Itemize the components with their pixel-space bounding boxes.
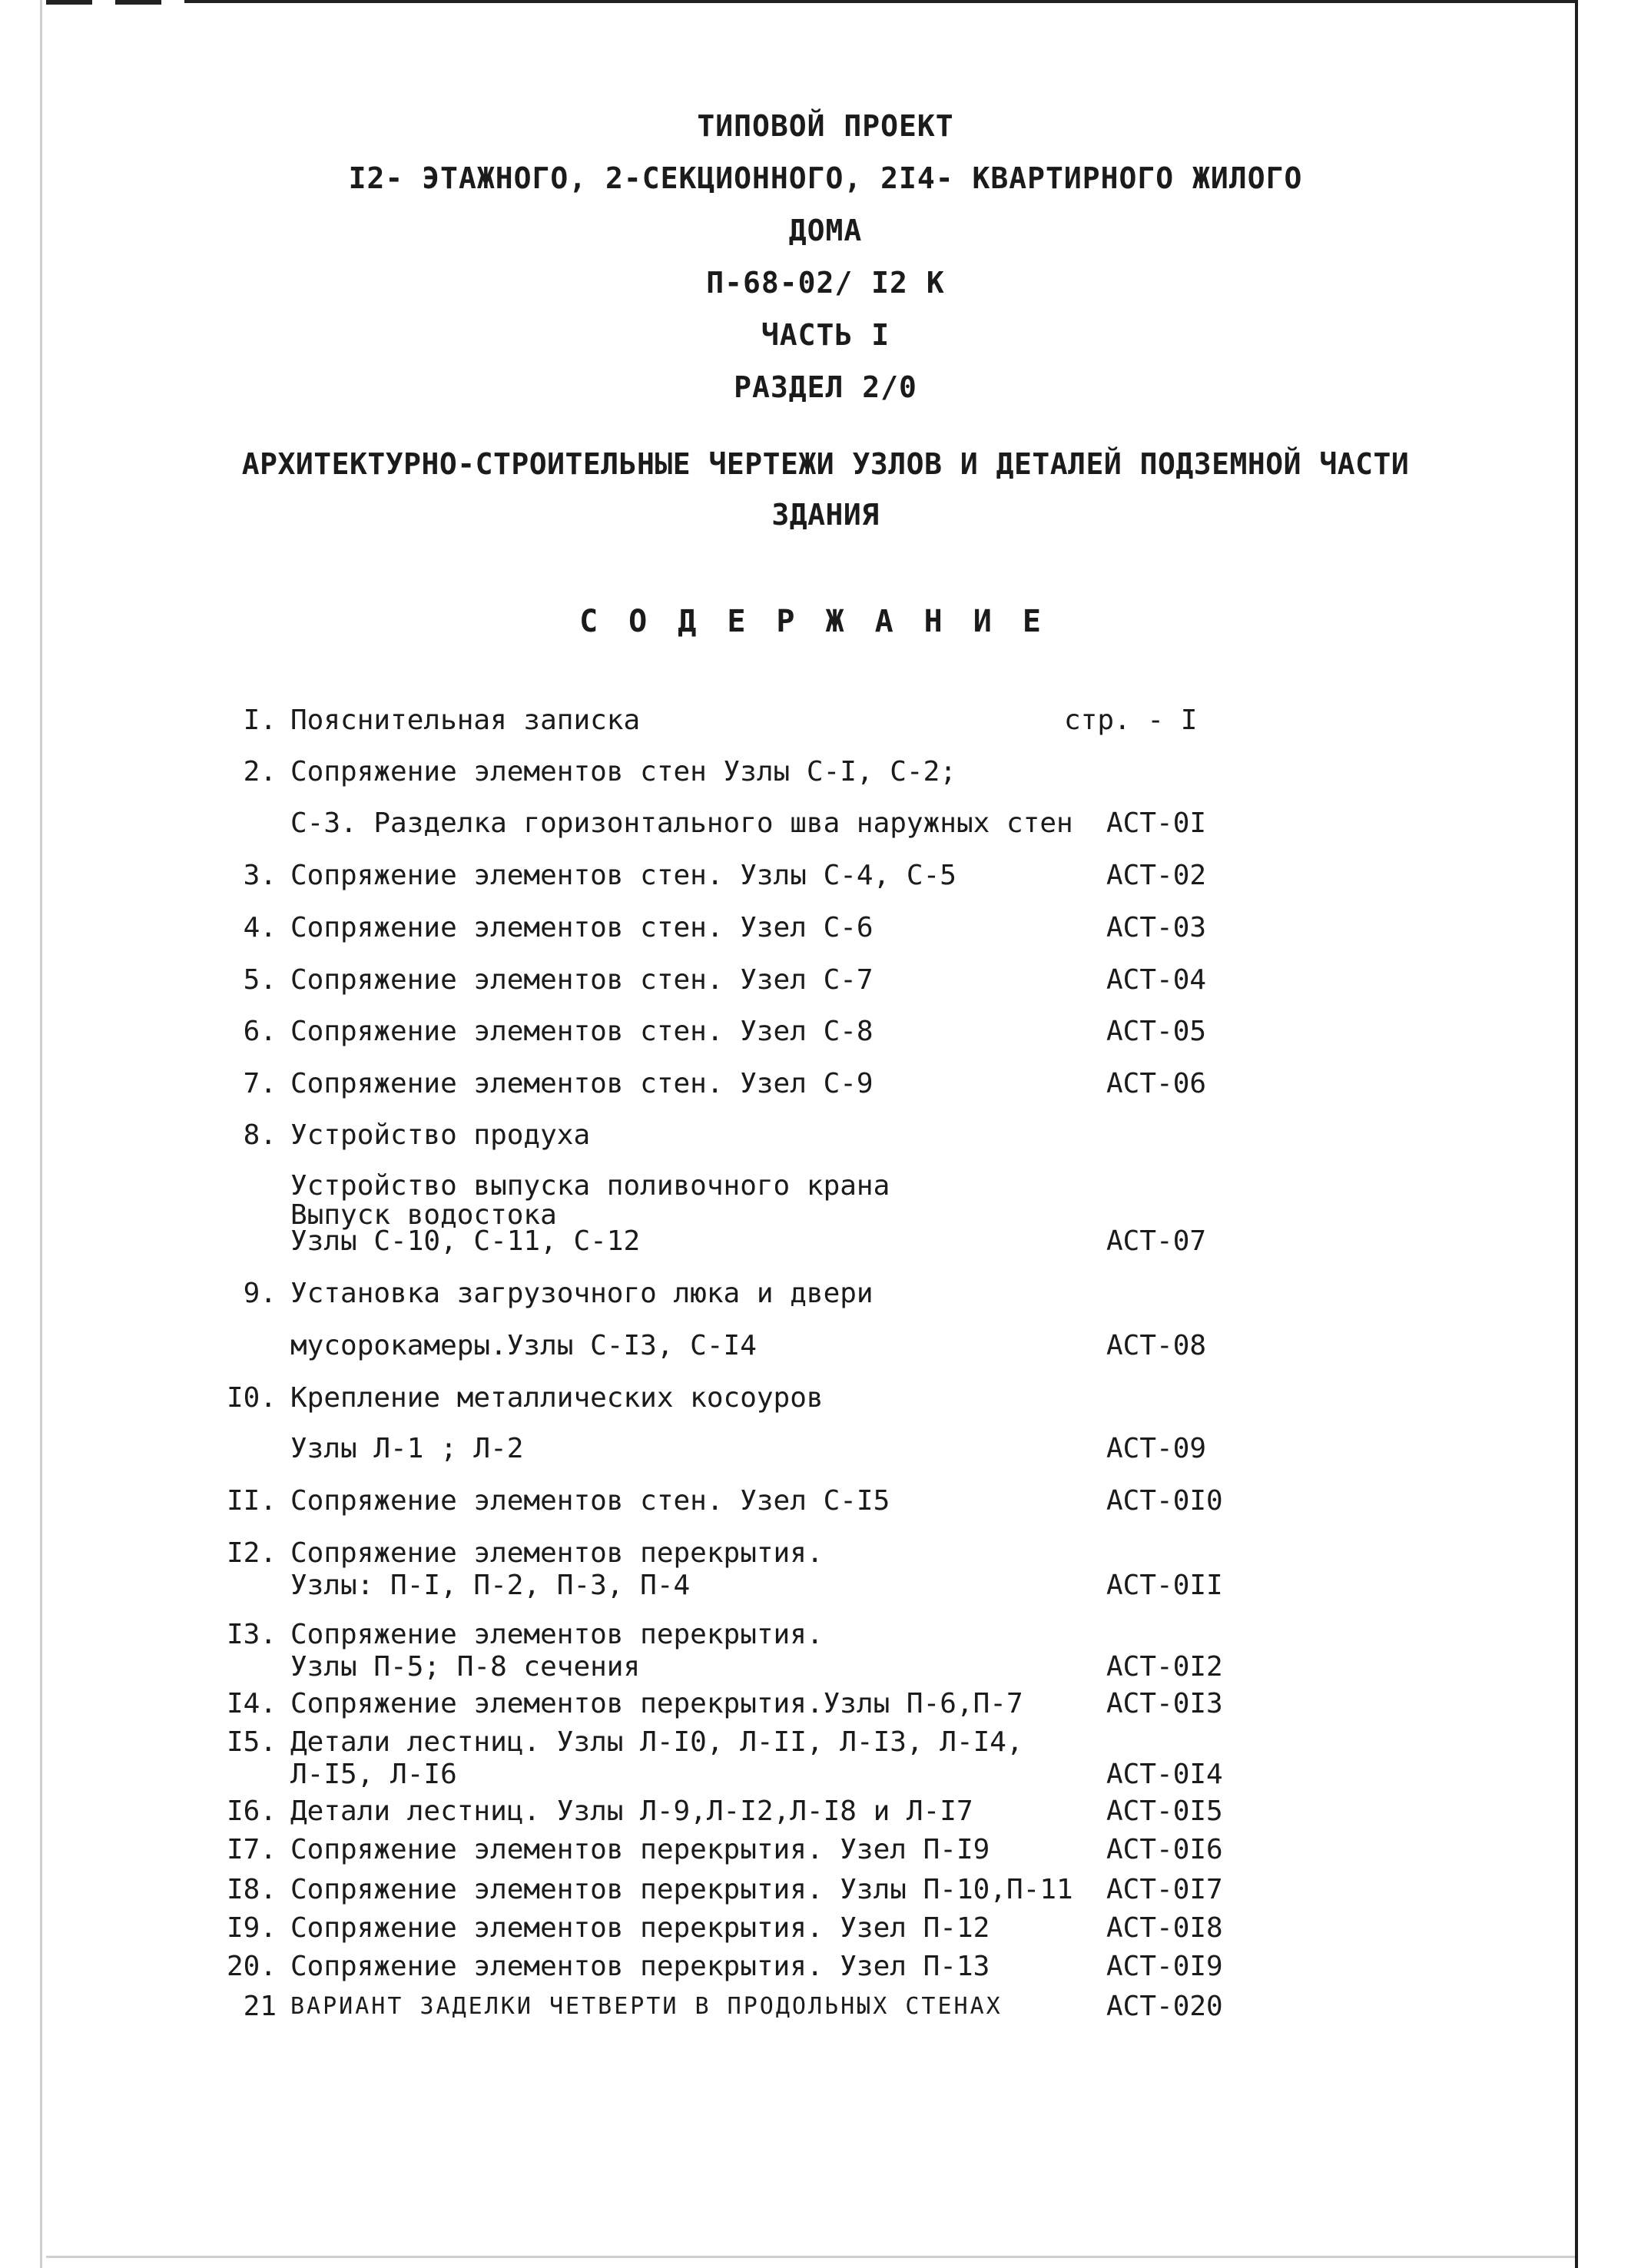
toc-item-title: Устройство выпуска поливочного крана: [290, 1170, 890, 1202]
toc-item-sheet-code: стр. - I: [1064, 705, 1198, 736]
toc-item-sheet-code: АСТ-0I6: [1106, 1834, 1223, 1865]
toc-item-sheet-code: АСТ-0II: [1106, 1570, 1223, 1601]
toc-item-number: I3.: [226, 1619, 277, 1650]
toc-item-sheet-code: АСТ-06: [1106, 1068, 1207, 1099]
toc-item-sheet-code: АСТ-0I: [1106, 807, 1207, 839]
toc-item-title: Устройство продуха: [290, 1119, 591, 1151]
toc-item-title: Сопряжение элементов перекрытия.: [290, 1537, 824, 1569]
top-border-dash: [115, 0, 161, 5]
toc-item-title: Узлы Л-1 ; Л-2: [290, 1433, 524, 1464]
toc-item-number: I0.: [226, 1382, 277, 1414]
toc-item-sheet-code: АСТ-0I2: [1106, 1651, 1223, 1683]
building-description: I2- ЭТАЖНОГО, 2-СЕКЦИОННОГО, 2I4- КВАРТИРНОГО ЖИЛОГО: [348, 161, 1303, 195]
toc-item-title: Узлы С-10, С-11, С-12: [290, 1225, 641, 1257]
toc-item-title: Сопряжение элементов стен. Узел С-I5: [290, 1485, 890, 1517]
toc-item-title: Узлы П-5; П-8 сечения: [290, 1651, 641, 1683]
toc-item-title: Сопряжение элементов стен. Узел С-9: [290, 1068, 874, 1099]
top-border-dash: [46, 0, 92, 5]
project-type-line: ТИПОВОЙ ПРОЕКТ: [697, 109, 954, 143]
toc-item-number: 2.: [243, 756, 277, 788]
toc-item-number: 4.: [243, 912, 277, 943]
toc-item-number: 20.: [226, 1951, 277, 1982]
toc-item-title: Сопряжение элементов перекрытия. Узел П-I9: [290, 1834, 990, 1865]
toc-item-title: Сопряжение элементов стен. Узел С-6: [290, 912, 874, 943]
toc-item-sheet-code: АСТ-0I8: [1106, 1912, 1223, 1944]
toc-item-number: II.: [226, 1485, 277, 1517]
toc-item-number: 3.: [243, 860, 277, 891]
toc-item-sheet-code: АСТ-0I4: [1106, 1759, 1223, 1790]
toc-item-number: 5.: [243, 964, 277, 996]
toc-item-title: Сопряжение элементов стен. Узел С-8: [290, 1016, 874, 1047]
toc-item-title: Сопряжение элементов перекрытия.: [290, 1619, 824, 1650]
toc-item-sheet-code: АСТ-0I7: [1106, 1874, 1223, 1905]
toc-item-title: Выпуск водостока: [290, 1199, 557, 1231]
toc-item-title: Л-I5, Л-I6: [290, 1759, 457, 1790]
toc-item-sheet-code: АСТ-0I5: [1106, 1796, 1223, 1827]
section-number: РАЗДЕЛ 2/0: [734, 370, 917, 404]
toc-item-title: Сопряжение элементов стен. Узел С-7: [290, 964, 874, 996]
toc-item-sheet-code: АСТ-0I3: [1106, 1688, 1223, 1719]
toc-item-title: Установка загрузочного люка и двери: [290, 1278, 874, 1309]
toc-item-number: I6.: [226, 1796, 277, 1827]
toc-item-number: I8.: [226, 1874, 277, 1905]
toc-item-number: 8.: [243, 1119, 277, 1151]
toc-item-title: Сопряжение элементов стен. Узлы С-4, С-5: [290, 860, 956, 891]
toc-item-title: Детали лестниц. Узлы Л-9,Л-I2,Л-I8 и Л-I7: [290, 1796, 973, 1827]
toc-item-sheet-code: АСТ-020: [1106, 1991, 1223, 2022]
contents-heading: СОДЕРЖАНИЕ: [579, 604, 1072, 639]
toc-item-title: ВАРИАНТ ЗАДЕЛКИ ЧЕТВЕРТИ В ПРОДОЛЬНЫХ СТЕНАХ: [290, 1993, 1003, 2020]
toc-item-title: Узлы: П-I, П-2, П-3, П-4: [290, 1570, 691, 1601]
toc-item-sheet-code: АСТ-05: [1106, 1016, 1207, 1047]
toc-item-title: Детали лестниц. Узлы Л-I0, Л-II, Л-I3, Л-I4,: [290, 1726, 1023, 1758]
toc-item-number: I7.: [226, 1834, 277, 1865]
toc-item-number: I5.: [226, 1726, 277, 1758]
toc-item-title: С-3. Разделка горизонтального шва наружных стен: [290, 807, 1073, 839]
document-title: АРХИТЕКТУРНО-СТРОИТЕЛЬНЫЕ ЧЕРТЕЖИ УЗЛОВ И ДЕТАЛЕЙ ПОДЗЕМНОЙ ЧАСТИ: [241, 447, 1410, 481]
toc-item-sheet-code: АСТ-08: [1106, 1330, 1207, 1361]
toc-item-number: 21: [243, 1991, 277, 2022]
toc-item-sheet-code: АСТ-0I9: [1106, 1951, 1223, 1982]
toc-item-title: Сопряжение элементов перекрытия.Узлы П-6,П-7: [290, 1688, 1023, 1719]
toc-item-number: I4.: [226, 1688, 277, 1719]
toc-item-number: I.: [243, 705, 277, 736]
toc-item-title: Крепление металлических косоуров: [290, 1382, 824, 1414]
toc-item-number: I9.: [226, 1912, 277, 1944]
toc-item-sheet-code: АСТ-0I0: [1106, 1485, 1223, 1517]
toc-item-number: 6.: [243, 1016, 277, 1047]
toc-item-sheet-code: АСТ-03: [1106, 912, 1207, 943]
toc-item-title: Сопряжение элементов перекрытия. Узлы П-10,П-11: [290, 1874, 1073, 1905]
toc-item-sheet-code: АСТ-04: [1106, 964, 1207, 996]
toc-item-title: Сопряжение элементов перекрытия. Узел П-12: [290, 1912, 990, 1944]
toc-item-title: Сопряжение элементов стен Узлы С-I, С-2;: [290, 756, 956, 788]
toc-item-number: 9.: [243, 1278, 277, 1309]
toc-item-sheet-code: АСТ-09: [1106, 1433, 1207, 1464]
part-number: ЧАСТЬ I: [761, 318, 890, 352]
toc-item-number: 7.: [243, 1068, 277, 1099]
project-code: П-68-02/ I2 К: [706, 266, 945, 300]
document-title-continued: ЗДАНИЯ: [771, 498, 880, 532]
toc-item-number: I2.: [226, 1537, 277, 1569]
building-word: ДОМА: [788, 214, 863, 247]
page-bottom-edge: [46, 2256, 1575, 2258]
toc-item-sheet-code: АСТ-07: [1106, 1225, 1207, 1257]
toc-item-title: Пояснительная записка: [290, 705, 641, 736]
toc-item-title: мусорокамеры.Узлы С-I3, С-I4: [290, 1330, 757, 1361]
top-border-line: [184, 0, 1575, 3]
toc-item-title: Сопряжение элементов перекрытия. Узел П-13: [290, 1951, 990, 1982]
toc-item-sheet-code: АСТ-02: [1106, 860, 1207, 891]
